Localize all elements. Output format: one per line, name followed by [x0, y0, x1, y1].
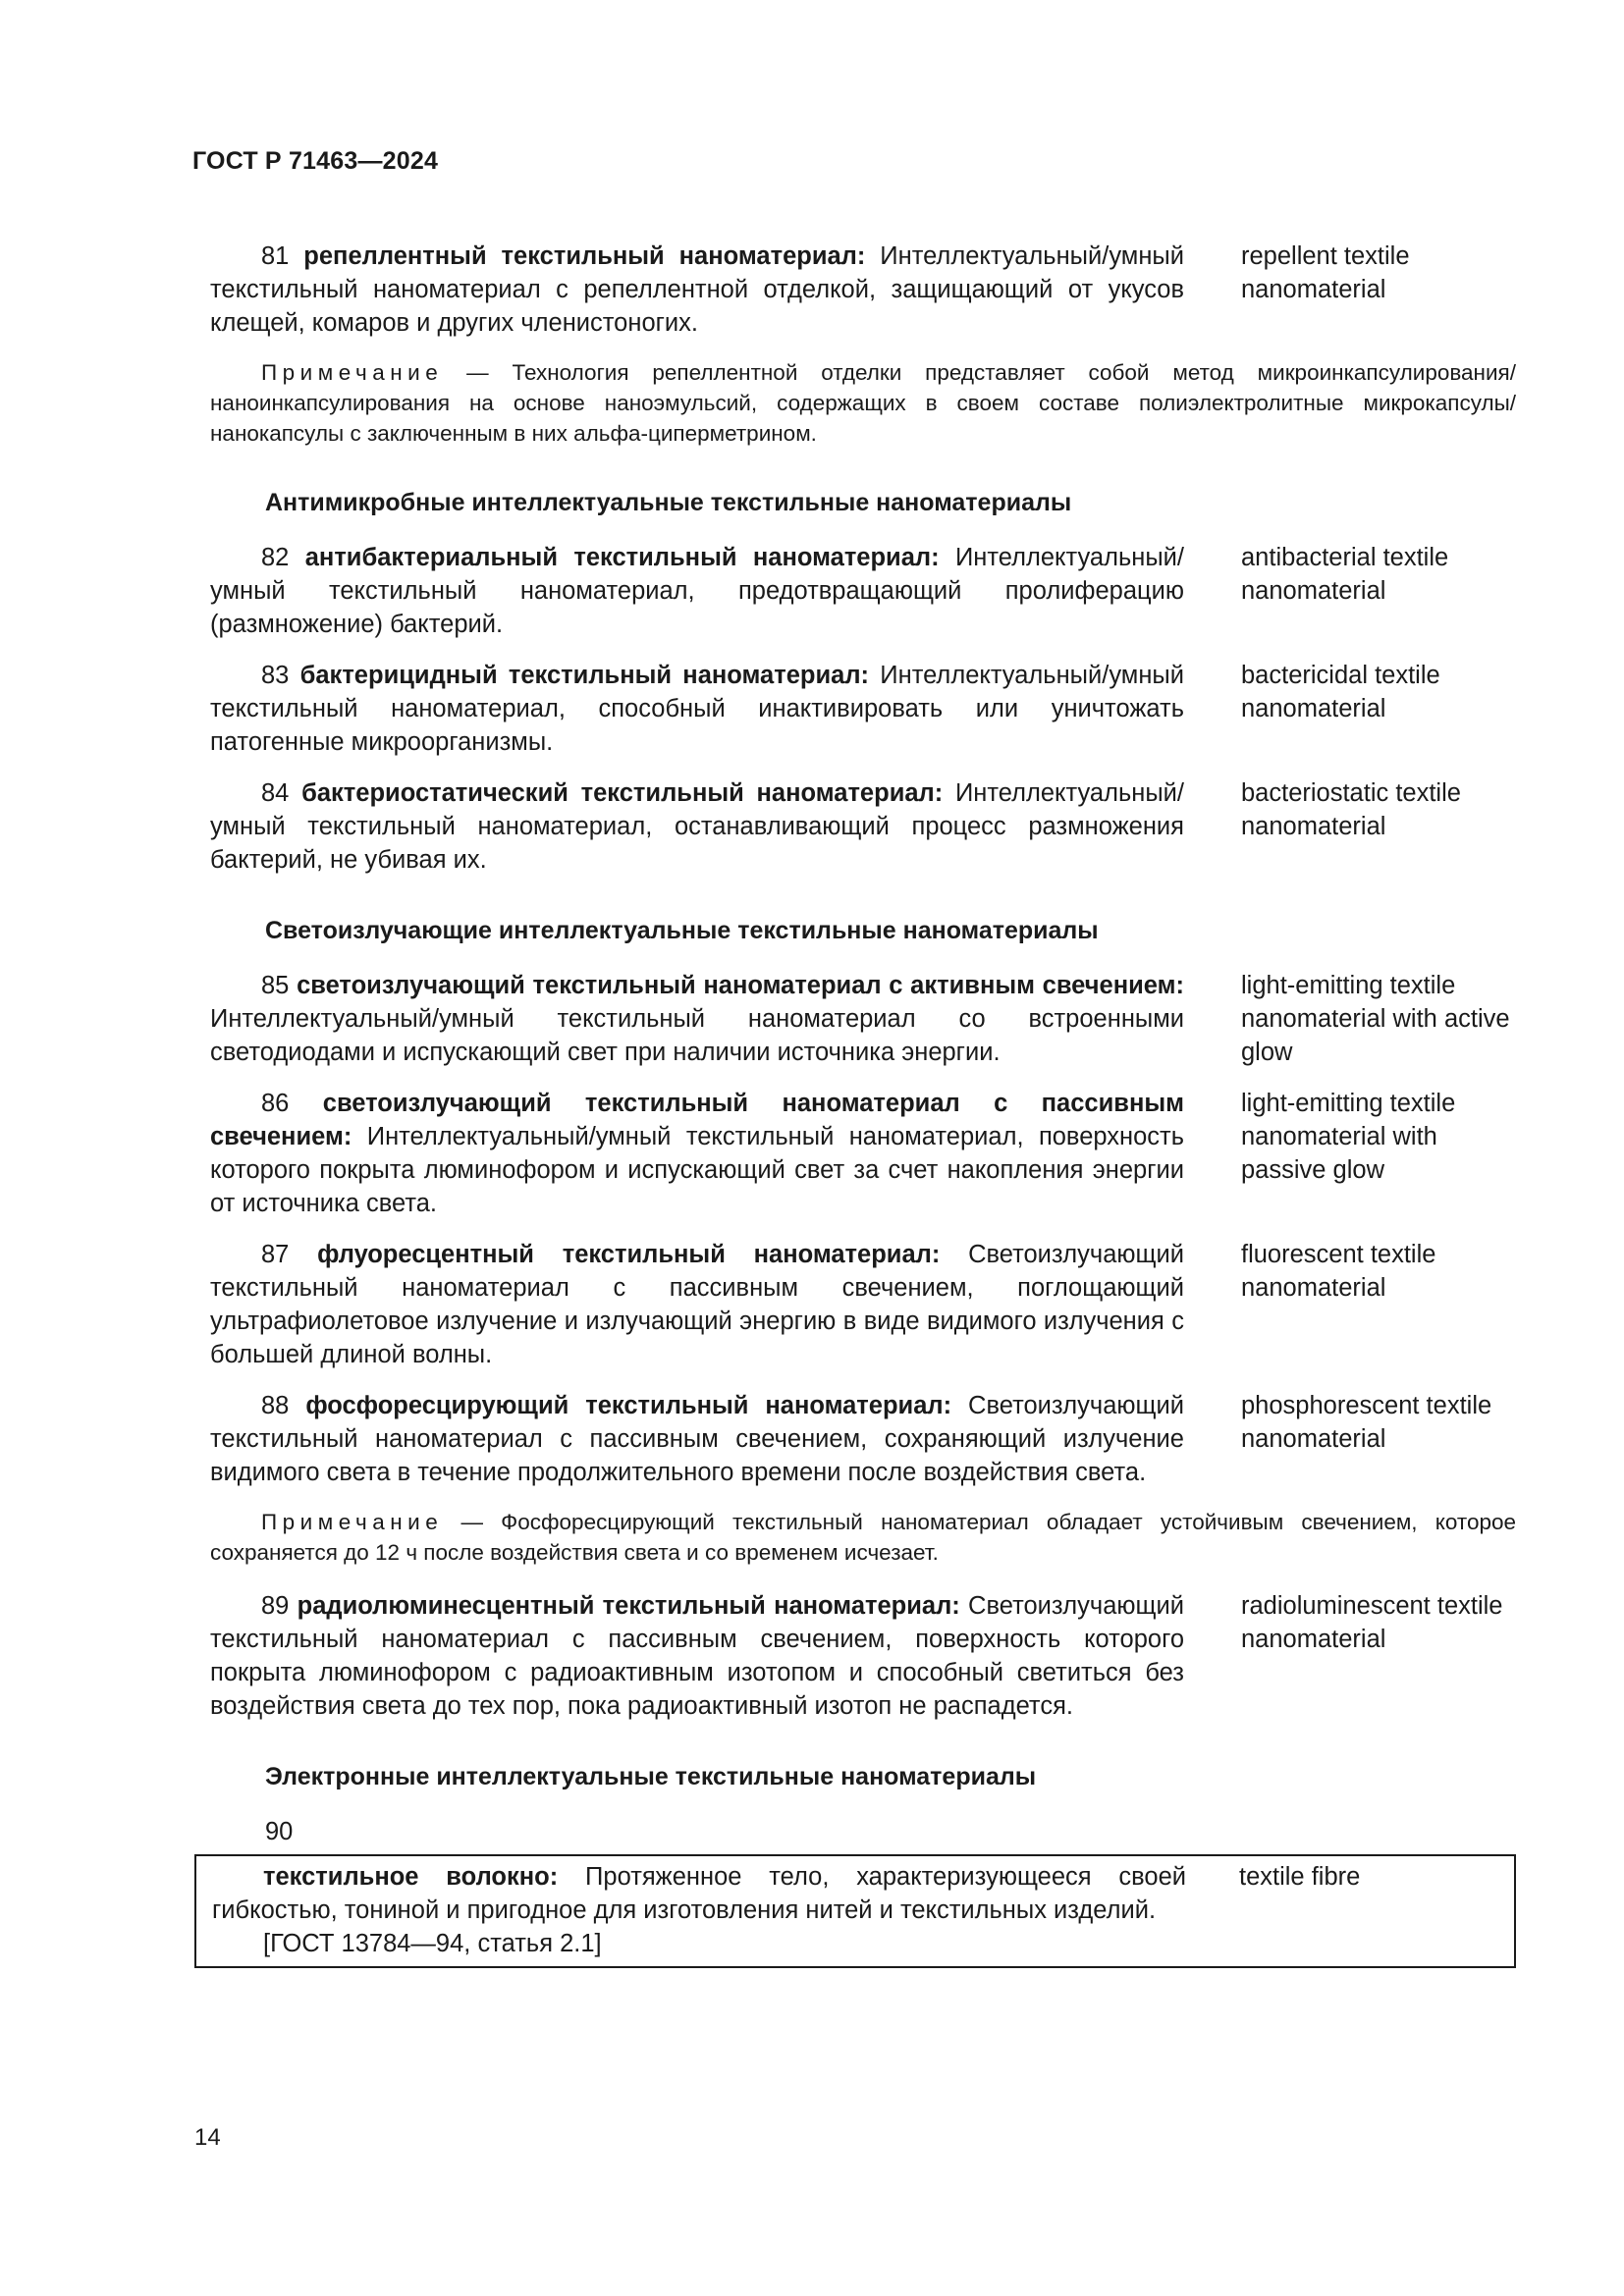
term-number: 82 [261, 544, 290, 571]
term-number: 89 [261, 1592, 290, 1620]
term-entry-87 [210, 1238, 1516, 1371]
term-english: light-emitting textile nanomaterial with passive glow [1241, 1090, 1456, 1184]
section-title-light-emitting: Светоизлучающие интеллектуальные текстильные наноматериалы [265, 917, 1099, 944]
term-english: phosphorescent textile nanomaterial [1241, 1392, 1492, 1453]
term-number-90: 90 [265, 1818, 294, 1845]
note-label: Примечание [261, 1510, 444, 1534]
term-definition: Интеллектуальный/умный текстильный наноматериал, способный инактивировать или уничтожать патогенные микроорганизмы. [210, 662, 1184, 756]
term-definition: Протяженное тело, характеризующееся своей гибкостью, тониной и пригодное для изготовления нитей и текстильных изделий. [212, 1863, 1186, 1924]
term-english: light-emitting textile nanomaterial with active glow [1241, 972, 1510, 1066]
term-entry-82 [210, 541, 1516, 641]
term-name: светоизлучающий текстильный наноматериал с пассивным свечением: [210, 1090, 1184, 1150]
section-title-electronic: Электронные интеллектуальные текстильные наноматериалы [265, 1763, 1037, 1790]
term-entry-88 [210, 1389, 1516, 1489]
term-entry-84 [210, 776, 1516, 877]
term-number: 83 [261, 662, 290, 689]
term-entry-81 [210, 240, 1516, 340]
term-number: 86 [261, 1090, 290, 1117]
term-number: 81 [261, 242, 290, 270]
term-definition: Светоизлучающий текстильный наноматериал с пассивным свечением, сохраняющий излучение видимого света в течение продолжительного времени после воздействия света. [210, 1392, 1184, 1486]
term-entry-83 [210, 659, 1516, 759]
term-name: репеллентный текстильный наноматериал: [303, 242, 866, 270]
note-81 [210, 357, 1516, 449]
term-name: светоизлучающий текстильный наноматериал с активным свечением: [297, 972, 1184, 999]
term-definition: Интеллектуальный/умный текстильный наноматериал со встроенными светодиодами и испускающий свет при наличии источника энергии. [210, 1005, 1184, 1066]
section-title-antimicrobial: Антимикробные интеллектуальные текстильные наноматериалы [265, 489, 1072, 516]
term-definition: Светоизлучающий текстильный наноматериал с пассивным свечением, поглощающий ультрафиолетовое излучение и излучающий энергию в виде видимого излучения с большей длиной волны. [210, 1241, 1184, 1368]
term-name: флуоресцентный текстильный наноматериал: [317, 1241, 941, 1268]
page-number: 14 [194, 2124, 221, 2151]
document-body [210, 240, 1516, 1968]
term-ru [210, 541, 1184, 641]
term-ru [210, 659, 1184, 759]
term-english: textile fibre [1239, 1863, 1361, 1891]
term-definition: Интеллектуальный/умный текстильный наноматериал, предотвращающий пролиферацию (размножение) бактерий. [210, 544, 1185, 638]
term-reference: [ГОСТ 13784—94, статья 2.1] [263, 1930, 602, 1957]
term-english: fluorescent textile nanomaterial [1241, 1241, 1436, 1302]
document-header: ГОСТ Р 71463—2024 [192, 147, 439, 175]
term-definition: Светоизлучающий текстильный наноматериал с пассивным свечением, поверхность которого покрыта люминофором с радиоактивным изотопом и способный светиться без воздействия света до тех пор, пока радиоактивный изотоп не распадется. [210, 1592, 1184, 1720]
note-text: — Фосфоресцирующий текстильный наноматериал обладает устойчивым свечением, которое сохраняется до 12 ч после воздействия света и со временем исчезает. [210, 1510, 1516, 1565]
term-entry-90-box [194, 1854, 1516, 1968]
term-english: bacteriostatic textile nanomaterial [1241, 779, 1461, 840]
term-ru [210, 1087, 1184, 1220]
term-name: текстильное волокно: [263, 1863, 559, 1891]
term-ru [210, 1589, 1184, 1723]
term-number: 87 [261, 1241, 290, 1268]
term-ru [210, 240, 1184, 340]
note-label: Примечание [261, 360, 444, 385]
term-english: bactericidal textile nanomaterial [1241, 662, 1440, 722]
term-entry-86 [210, 1087, 1516, 1220]
term-definition: Интеллектуальный/умный текстильный наноматериал с репеллентной отделкой, защищающий от укусов клещей, комаров и других членистоногих. [210, 242, 1184, 337]
term-number: 88 [261, 1392, 290, 1419]
term-entry-85 [210, 969, 1516, 1069]
term-name: бактерицидный текстильный наноматериал: [299, 662, 870, 689]
term-ru [210, 1238, 1184, 1371]
term-name: бактериостатический текстильный наноматериал: [301, 779, 944, 807]
term-ru [210, 776, 1184, 877]
term-ru [210, 1389, 1184, 1489]
term-english: radioluminescent textile nanomaterial [1241, 1592, 1503, 1653]
term-name: фосфоресцирующий текстильный наноматериал: [305, 1392, 952, 1419]
term-ru [212, 1860, 1186, 1960]
note-text: — Технология репеллентной отделки представляет собой метод микроинкапсулирования/наноинкапсулирования на основе наноэмульсий, содержащих в своем составе полиэлектролитные микрокапсулы/нанокапсулы с заключенным в них альфа-циперметрином. [210, 360, 1516, 446]
term-ru [210, 969, 1184, 1069]
term-name: радиолюминесцентный текстильный наноматериал: [297, 1592, 960, 1620]
term-english: repellent textile nanomaterial [1241, 242, 1410, 303]
term-number: 85 [261, 972, 290, 999]
term-name: антибактериальный текстильный наноматериал: [304, 544, 940, 571]
term-english: antibacterial textile nanomaterial [1241, 544, 1449, 605]
term-number: 84 [261, 779, 290, 807]
note-88 [210, 1507, 1516, 1568]
term-entry-89 [210, 1589, 1516, 1723]
term-definition: Интеллектуальный/умный текстильный наноматериал, останавливающий процесс размножения бактерий, не убивая их. [210, 779, 1184, 874]
term-definition: Интеллектуальный/умный текстильный наноматериал, поверхность которого покрыта люминофором и испускающий свет за счет накопления энергии от источника света. [210, 1123, 1184, 1217]
